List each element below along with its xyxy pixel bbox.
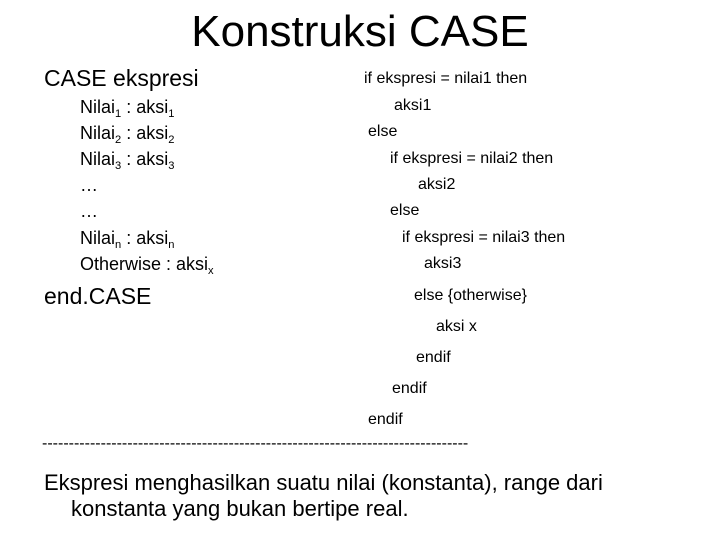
case-row	[80, 148, 174, 170]
case-row	[80, 122, 174, 144]
case-row-sub: 3	[115, 159, 122, 172]
case-row	[80, 96, 174, 118]
code-line: if ekspresi = nilai1 then	[364, 70, 528, 87]
case-header: CASE ekspresi	[44, 65, 199, 91]
case-row-label: Nilai	[80, 97, 116, 117]
footnote-line-2: konstanta yang bukan bertipe real.	[71, 496, 409, 521]
case-row-ellipsis	[80, 174, 98, 196]
case-row-label: Otherwise : aksi	[80, 254, 209, 274]
footnote-line-1: Ekspresi menghasilkan suatu nilai (konstanta), range dari	[44, 470, 603, 495]
case-row-sub: n	[168, 238, 175, 251]
code-line: aksi3	[424, 255, 462, 272]
code-line: if ekspresi = nilai3 then	[402, 229, 566, 246]
code-line: aksi2	[418, 176, 456, 193]
case-row-ellipsis	[80, 200, 98, 222]
footnote	[44, 470, 684, 522]
case-row-sub: 1	[115, 107, 122, 120]
code-line: else	[368, 123, 398, 140]
case-row-action: : aksi	[121, 228, 169, 248]
case-end: end.CASE	[44, 283, 152, 309]
case-row-action: : aksi	[121, 97, 169, 117]
case-row-sub: x	[208, 264, 214, 277]
case-row-sub: 1	[168, 107, 175, 120]
dashed-separator: --------------------------------------------------------------------------------	[42, 435, 469, 452]
case-row-label: Nilai	[80, 149, 116, 169]
code-line: endif	[368, 411, 403, 428]
slide-title: Konstruksi CASE	[191, 7, 529, 56]
case-row-sub: 2	[115, 133, 122, 146]
code-line: aksi x	[436, 318, 477, 335]
code-line: aksi1	[394, 97, 432, 114]
code-line: endif	[392, 380, 427, 397]
case-row-sub: 3	[168, 159, 175, 172]
case-row-action: : aksi	[121, 123, 169, 143]
case-row-label: Nilai	[80, 123, 116, 143]
case-row-action: : aksi	[121, 149, 169, 169]
case-row-label: Nilai	[80, 228, 116, 248]
code-line: else	[390, 202, 420, 219]
case-row-sub: 2	[168, 133, 175, 146]
code-line: else {otherwise}	[414, 287, 527, 304]
case-row	[80, 227, 174, 249]
ellipsis-text: …	[80, 175, 98, 195]
code-line: if ekspresi = nilai2 then	[390, 150, 554, 167]
case-row-otherwise	[80, 253, 214, 275]
case-row-sub: n	[115, 238, 122, 251]
code-line: endif	[416, 349, 451, 366]
ellipsis-text: …	[80, 201, 98, 221]
